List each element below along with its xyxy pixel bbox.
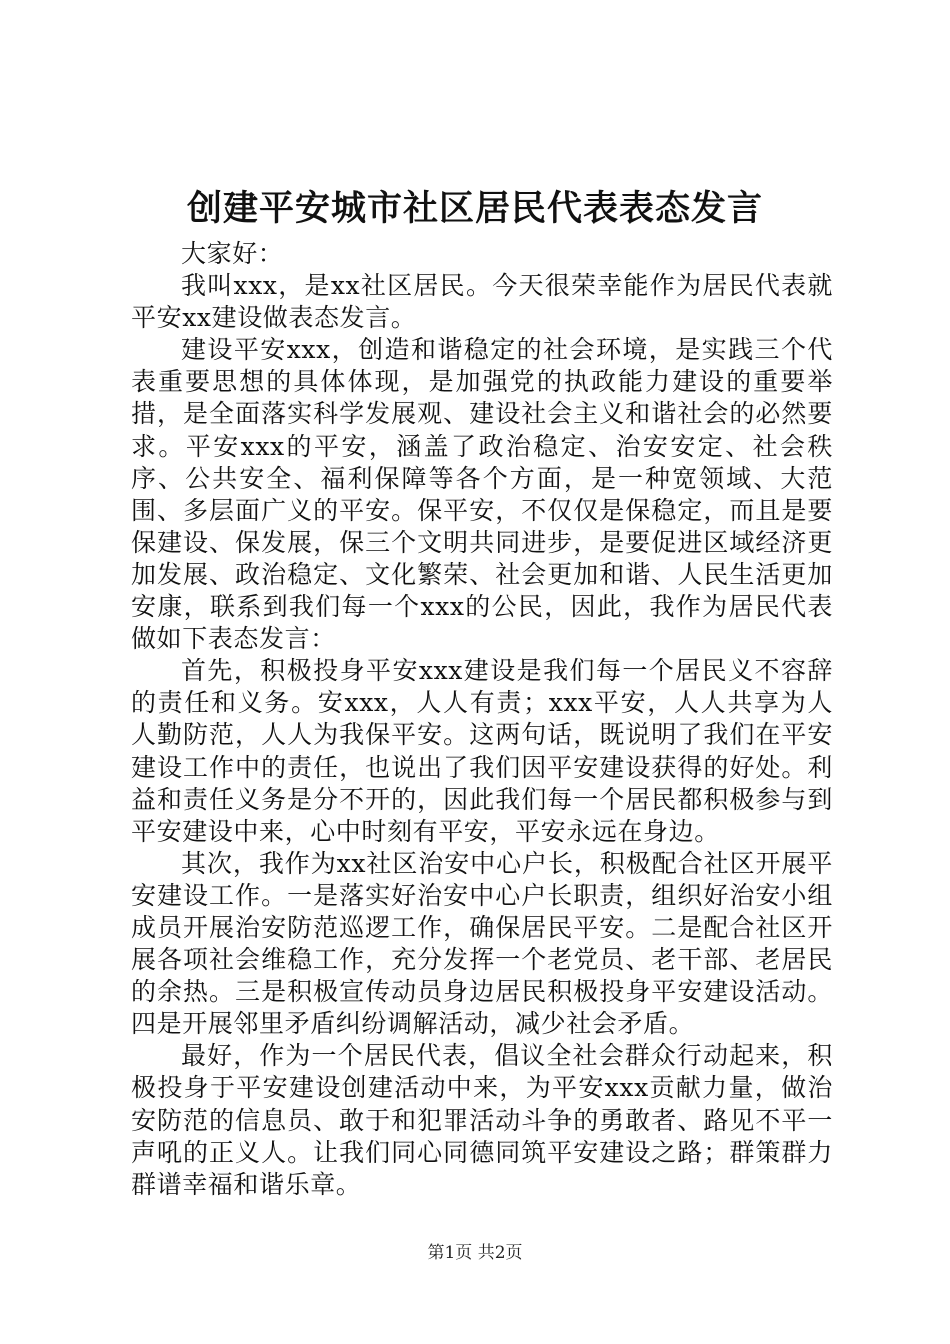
- page-number-footer: 第1页 共2页: [427, 1243, 523, 1263]
- first-point-paragraph: 首先，积极投身平安xxx建设是我们每一个居民义不容辞的责任和义务。安xxx，人人有责；xxx平安，人人共享为人人勤防范，人人为我保平安。这两句话，既说明了我们在平安建设工作中的责任，也说出了我们因平安建设获得的好处。利益和责任义务是分不开的，因此我们每一个居民都积极参与到平安建设中来，心中时刻有平安，平安永远在身边。: [131, 656, 833, 846]
- closing-paragraph: 最好，作为一个居民代表，倡议全社会群众行动起来，积极投身于平安建设创建活动中来，为平安xxx贡献力量，做治安防范的信息员、敢于和犯罪活动斗争的勇敢者、路见不平一声吼的正义人。让我们同心同德同筑平安建设之路；群策群力群谱幸福和谐乐章。: [131, 1041, 833, 1199]
- intro-paragraph: 我叫xxx，是xx社区居民。今天很荣幸能作为居民代表就平安xx建设做表态发言。: [131, 271, 833, 333]
- document-body: [131, 238, 833, 1201]
- context-paragraph: 建设平安xxx，创造和谐稳定的社会环境，是实践三个代表重要思想的具体体现，是加强党的执政能力建设的重要举措，是全面落实科学发展观、建设社会主义和谐社会的必然要求。平安xxx的平安，涵盖了政治稳定、治安安定、社会秩序、公共安全、福利保障等各个方面，是一种宽领域、大范围、多层面广义的平安。保平安，不仅仅是保稳定，而且是要保建设、保发展，保三个文明共同进步，是要促进区域经济更加发展、政治稳定、文化繁荣、社会更加和谐、人民生活更加安康，联系到我们每一个xxx的公民，因此，我作为居民代表做如下表态发言：: [131, 335, 833, 654]
- greeting-paragraph: 大家好：: [181, 239, 284, 268]
- second-point-paragraph: 其次，我作为xx社区治安中心户长，积极配合社区开展平安建设工作。一是落实好治安中心户长职责，组织好治安小组成员开展治安防范巡逻工作，确保居民平安。二是配合社区开展各项社会维稳工作，充分发挥一个老党员、老干部、老居民的余热。三是积极宣传动员身边居民积极投身平安建设活动。四是开展邻里矛盾纠纷调解活动，减少社会矛盾。: [131, 848, 833, 1039]
- document-title: 创建平安城市社区居民代表表态发言: [186, 188, 763, 229]
